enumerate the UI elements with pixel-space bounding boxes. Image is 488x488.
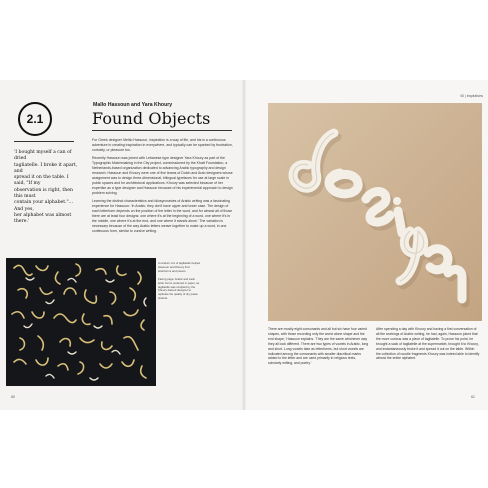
page-number: 61 (471, 394, 475, 399)
body-text-column: After spending a day with Khoury and having a first conversation of all the workings of Arabic writing, he had, again, Hassoun joked that the more curious was a piece of tagliatelle. To prove his point, he brought a sack of tagliatelle at the supermarket, brought it to Khoury, and instantaneously broke it and spread it out on the table. Within the collection of noodle fragments Khoury was indeed able to identify almost the entire alphabet. (376, 327, 480, 361)
page-number: 60 (11, 394, 15, 399)
photo-captions (158, 262, 200, 305)
paper-lettering-photo (268, 103, 482, 321)
divider-rule (92, 130, 232, 131)
chapter-title: Found Objects (92, 109, 211, 128)
chapter-authors: Mallo Hassoun and Yara Khoury (93, 102, 173, 108)
tagliatelle-photo (6, 258, 156, 386)
section-label: 60 | Inspirations (460, 94, 483, 98)
divider-rule (14, 141, 74, 142)
page-number-right (466, 392, 480, 401)
body-paragraph: For Greek designer Meltio Hassoun, inspiration is a way of life, and his is a continuous adventure in creating inspiration in everywhere, and typically can be sparked by frustration, curiosity, or pleasure too. (92, 138, 233, 152)
body-text-column: There are mostly eight consonants and all but six have four varied shapes, with those recording only the worst alone shape and the end shape,' Hassoun explains. 'They are the same whichever way they all look different. There are two types of vowels in Arabic, long and short. Long vowels take as letterforms, but short vowels are indicated among the consonants with smaller diacritical marks added to the letter and are used primarily in religious texts, scholarly writing, and poetry.' (268, 327, 369, 366)
caption: A random mix of tagliatelle helped Hassoun and Khoury find letterforms and pieces. (158, 261, 200, 273)
gutter (242, 80, 246, 410)
body-text (92, 138, 234, 237)
body-paragraph: Learning the distinct characteristics and idiosyncrasies of Arabic writing was a fascinating experience for Hassoun: 'In Arabic, they don't have upper and lower case. The design of each letterform depends on the position of the letter in the word, and for almost all of those there are at least four designs: one where it's at the beginning of a word, one where it's in the middle, one where it's at the end, and one where it stands alone.' The variation is necessary because of the way Arabic letters weave together to make up a word, in one continuous form, similar to cursive writing. (92, 199, 233, 233)
page-number-left (6, 392, 20, 401)
pull-quote: 'I bought myself a can of dried tagliatelle. I broke it apart, and spread it on the table. I said, "If my observation is right, then this must contain your alphabet."... And yes, her alphabet was almost there.' (14, 150, 78, 225)
body-paragraph: Recently Hassoun was joined with Lebanese type designer Yara Khoury as part of the Typographic Matchmaking in the City project, commissioned by the Khatt Foundation, a Netherlands-based organization dedicated to advancing Arabic typography and design research. Hassoun and Khoury were one of five teams of Dutch and Arab designers whose assignment was to design three-dimensional, bilingual typefaces for use at large scale in public spaces and for architectural applications. Khoury was selected because of her expertise as a type designer and Hassoun because of his experimental approach to design problem solving. (92, 156, 233, 195)
chapter-number-badge: 2.1 (18, 102, 52, 136)
caption: Facing page: Arabic and Latin letter forms rendered in paper, as tagliatelle was sculpted by the Khoury-trained designer to replicate the quality of dry pasta strands. (158, 276, 200, 301)
